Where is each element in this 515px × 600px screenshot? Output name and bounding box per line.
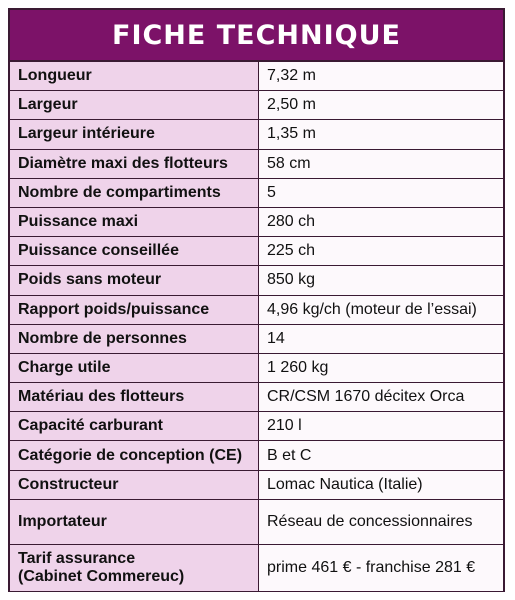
row-value: 850 kg bbox=[259, 266, 504, 295]
row-value: 225 ch bbox=[259, 237, 504, 266]
table-row bbox=[10, 62, 503, 91]
row-label: Largeur intérieure bbox=[10, 120, 259, 149]
row-label: Nombre de compartiments bbox=[10, 178, 259, 207]
row-label: Catégorie de conception (CE) bbox=[10, 441, 259, 470]
row-value: CR/CSM 1670 décitex Orca bbox=[259, 383, 504, 412]
row-value: 58 cm bbox=[259, 149, 504, 178]
row-value: 2,50 m bbox=[259, 91, 504, 120]
spec-sheet bbox=[8, 8, 505, 592]
row-value: 1,35 m bbox=[259, 120, 504, 149]
row-value: 7,32 m bbox=[259, 62, 504, 91]
row-value: 5 bbox=[259, 178, 504, 207]
row-label: Matériau des flotteurs bbox=[10, 383, 259, 412]
row-value: B et C bbox=[259, 441, 504, 470]
table-row bbox=[10, 412, 503, 441]
table-row bbox=[10, 149, 503, 178]
row-value: 210 l bbox=[259, 412, 504, 441]
row-value: Lomac Nautica (Italie) bbox=[259, 470, 504, 499]
table-row bbox=[10, 178, 503, 207]
row-value: 280 ch bbox=[259, 207, 504, 236]
row-value: prime 461 € - franchise 281 € bbox=[259, 544, 504, 591]
row-value: 14 bbox=[259, 324, 504, 353]
row-label: Puissance conseillée bbox=[10, 237, 259, 266]
table-row bbox=[10, 499, 503, 544]
row-label: Longueur bbox=[10, 62, 259, 91]
table-row bbox=[10, 353, 503, 382]
table-row bbox=[10, 266, 503, 295]
table-row bbox=[10, 120, 503, 149]
row-label: Puissance maxi bbox=[10, 207, 259, 236]
row-value: 1 260 kg bbox=[259, 353, 504, 382]
table-row bbox=[10, 544, 503, 591]
table-row bbox=[10, 237, 503, 266]
row-label bbox=[10, 544, 259, 591]
table-row bbox=[10, 207, 503, 236]
row-label: Capacité carburant bbox=[10, 412, 259, 441]
row-label: Constructeur bbox=[10, 470, 259, 499]
row-label: Charge utile bbox=[10, 353, 259, 382]
row-label: Poids sans moteur bbox=[10, 266, 259, 295]
row-label: Rapport poids/puissance bbox=[10, 295, 259, 324]
row-label: Largeur bbox=[10, 91, 259, 120]
table-row bbox=[10, 91, 503, 120]
row-label: Diamètre maxi des flotteurs bbox=[10, 149, 259, 178]
row-label-line-2: (Cabinet Commereuc) bbox=[18, 567, 185, 585]
row-label-line-1: Tarif assurance bbox=[18, 549, 136, 567]
table-row bbox=[10, 470, 503, 499]
spec-title: FICHE TECHNIQUE bbox=[112, 19, 401, 51]
row-value: 4,96 kg/ch (moteur de l’essai) bbox=[259, 295, 504, 324]
table-row bbox=[10, 324, 503, 353]
table-row bbox=[10, 383, 503, 412]
table-row bbox=[10, 295, 503, 324]
spec-table bbox=[10, 62, 503, 591]
spec-header bbox=[10, 10, 503, 62]
row-label: Importateur bbox=[10, 499, 259, 544]
row-label: Nombre de personnes bbox=[10, 324, 259, 353]
table-row bbox=[10, 441, 503, 470]
row-value: Réseau de concessionnaires bbox=[259, 499, 504, 544]
